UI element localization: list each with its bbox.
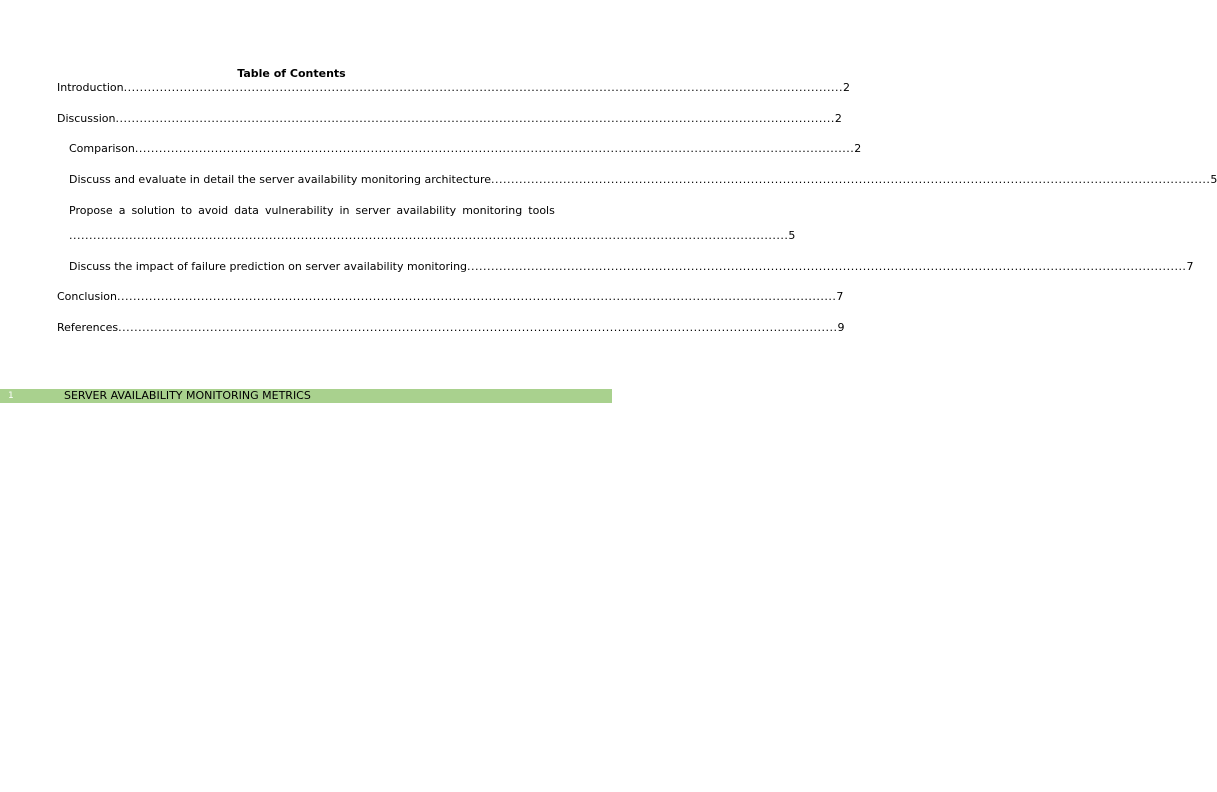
toc-entry-introduction[interactable] bbox=[57, 81, 851, 95]
running-header bbox=[0, 389, 612, 403]
toc-word: monitoring bbox=[462, 204, 523, 217]
toc-entry-label: Conclusion bbox=[57, 290, 117, 303]
toc-dot-leader: .................................................................................................................................................................................... bbox=[115, 112, 835, 125]
toc-entry-label: Comparison bbox=[69, 142, 135, 155]
toc-word: availability bbox=[396, 204, 457, 217]
toc-dot-leader: .................................................................................................................................................................................... bbox=[118, 321, 838, 334]
toc-word: in bbox=[339, 204, 350, 217]
toc-entry-label: References bbox=[57, 321, 119, 334]
toc-dot-leader: .................................................................................................................................................................................... bbox=[467, 260, 1187, 273]
toc-entry-comparison[interactable] bbox=[69, 142, 862, 156]
toc-entry-page: 2 bbox=[854, 142, 862, 155]
toc-word: vulnerability bbox=[264, 204, 334, 217]
toc-entry-label: Discuss and evaluate in detail the server availability monitoring architecture bbox=[69, 173, 492, 186]
toc-entry-page: 5 bbox=[1210, 173, 1217, 186]
toc-dot-leader: .................................................................................................................................................................................... bbox=[123, 81, 844, 94]
toc-entry-architecture[interactable] bbox=[69, 173, 1217, 187]
toc-word: data bbox=[234, 204, 259, 217]
toc-dot-leader: .................................................................................................................................................................................... bbox=[134, 142, 855, 155]
toc-entry-discussion[interactable] bbox=[57, 112, 842, 126]
toc-word: to bbox=[181, 204, 193, 217]
toc-entry-references[interactable] bbox=[57, 321, 845, 335]
toc-entry-page: 2 bbox=[834, 112, 842, 125]
toc-entry-vulnerability-leader[interactable] bbox=[69, 229, 796, 243]
toc-entry-label: Introduction bbox=[57, 81, 124, 94]
toc-entry-vulnerability-label[interactable] bbox=[69, 204, 555, 218]
toc-dot-leader: .................................................................................................................................................................................... bbox=[491, 173, 1211, 186]
toc-word: tools bbox=[528, 204, 555, 217]
toc-dot-leader: .................................................................................................................................................................................... bbox=[116, 290, 837, 303]
toc-word: Propose bbox=[69, 204, 113, 217]
toc-entry-label: Discussion bbox=[57, 112, 116, 125]
toc-entry-page: 7 bbox=[1186, 260, 1194, 273]
toc-entry-page: 7 bbox=[836, 290, 844, 303]
page-number: 1 bbox=[8, 391, 14, 401]
toc-dot-leader: .................................................................................................................................................................................... bbox=[69, 229, 789, 242]
toc-entry-page: 9 bbox=[837, 321, 845, 334]
toc-entry-conclusion[interactable] bbox=[57, 290, 844, 304]
toc-word: solution bbox=[131, 204, 176, 217]
toc-title: Table of Contents bbox=[237, 67, 346, 80]
toc-entry-page: 5 bbox=[788, 229, 796, 242]
toc-entry-label: Discuss the impact of failure prediction on server availability monitoring bbox=[69, 260, 468, 273]
toc-word: server bbox=[355, 204, 391, 217]
toc-word: a bbox=[118, 204, 126, 217]
toc-entry-failure-prediction[interactable] bbox=[69, 260, 1194, 274]
toc-entry-page: 2 bbox=[843, 81, 851, 94]
running-title: SERVER AVAILABILITY MONITORING METRICS bbox=[64, 389, 311, 402]
toc-word: avoid bbox=[198, 204, 229, 217]
